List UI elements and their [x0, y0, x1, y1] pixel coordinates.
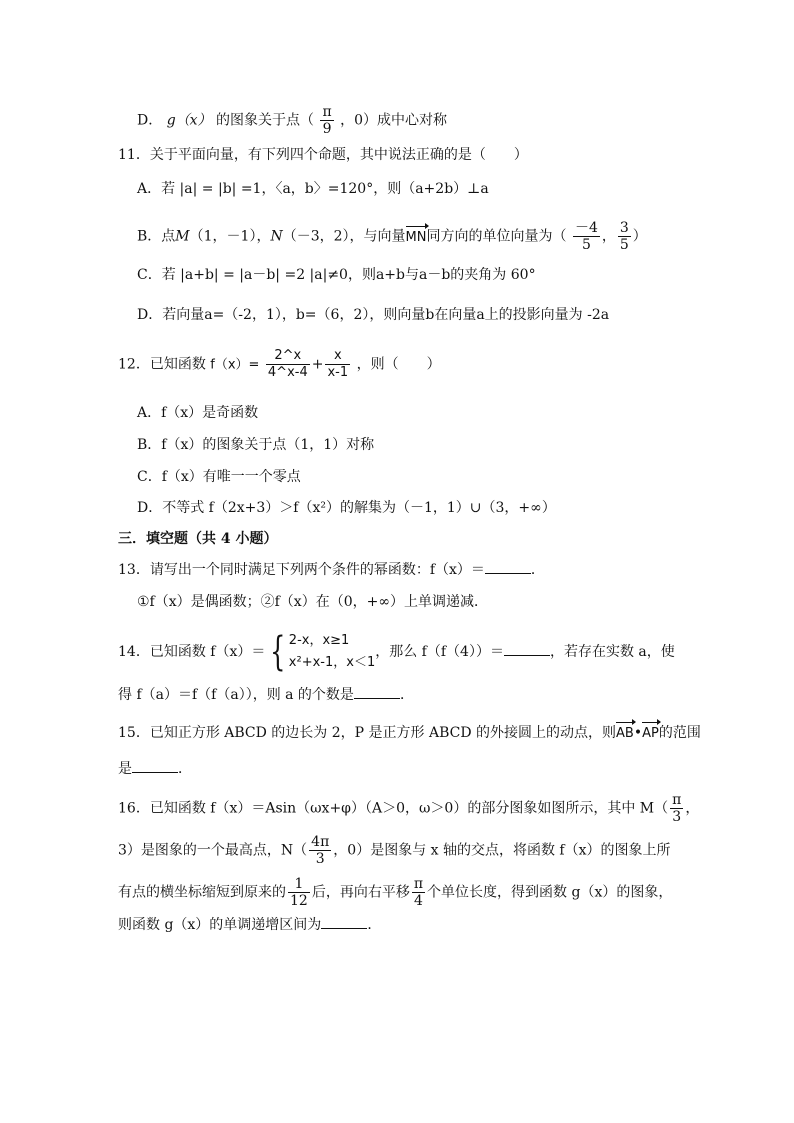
q14-line2: 得 f（a）＝f（f（a）），则 a 的个数是 ．	[118, 687, 414, 703]
q11-option-d: D．若向量a=（-2，1），b=（6，2），则向量b在向量a上的投影向量为 -2a	[137, 307, 610, 323]
q12-option-d: D．不等式 f（2x+3）＞f（x²）的解集为（－1，1）∪（3，+∞）	[137, 500, 556, 516]
section-title: 三．填空题（共 4 小题）	[118, 531, 278, 547]
q16-line4: 则函数 g（x）的单调递增区间为 ．	[118, 917, 382, 933]
text: ，0）成中心对称	[340, 112, 448, 129]
fraction: $\frac{x}{x-1}$	[327, 348, 349, 380]
q14-stem: 14．已知函数 f（x）＝ { 2-x，x≥1 x²+x-1，x＜1 ，那么 f（f（4））＝ ，若存在实数 a，使	[118, 629, 675, 675]
function-name: g（x）	[166, 112, 212, 129]
brace: {	[270, 629, 286, 675]
option-label: D．	[137, 112, 163, 129]
answer-blank[interactable]	[485, 561, 531, 574]
q15-line2: 是 ．	[118, 761, 192, 777]
fraction: $\frac{\pi}{4}$	[413, 876, 424, 909]
q15-stem: 15．已知正方形 ABCD 的边长为 2，P 是正方形 ABCD 的外接圆上的动点，则AB•AP的范围	[118, 725, 701, 741]
fraction: $\frac{2\^{}x}{4\^{}x-4}$	[267, 348, 308, 380]
answer-blank[interactable]	[321, 916, 367, 929]
text: 的图象关于点（	[216, 112, 314, 129]
q16-line2: 3）是图象的一个最高点，N（ $\frac{4\pi}{3}$ ，0）是图象与 x 轴的交点，将函数 f（x）的图象上所	[118, 834, 671, 867]
point-m: M	[175, 228, 190, 245]
piecewise-cases: 2-x，x≥1 x²+x-1，x＜1	[288, 633, 376, 670]
q11-stem: 11．关于平面向量，有下列四个命题，其中说法正确的是（ ）	[118, 147, 528, 163]
fraction: $\frac{\pi}{3}$	[672, 792, 682, 825]
fraction: $\frac{3}{5}$	[619, 220, 629, 253]
q12-stem: 12．已知函数 f（x）= $\frac{2\^{}x}{4\^{}x-4}$ + $\frac{x}{x-1}$ ，则（ ）	[118, 348, 441, 380]
answer-blank[interactable]	[132, 760, 178, 773]
point-n: N	[270, 228, 283, 245]
q11-option-b: B．点M（1，－1），N（－3，2），与向量MN同方向的单位向量为（ $\frac{-4}{5}$ ， $\frac{3}{5}$ ）	[137, 220, 647, 253]
q12-option-a: A．f（x）是奇函数	[137, 405, 259, 421]
vector-ap: AP	[642, 726, 659, 741]
function-label: f（x）=	[210, 357, 260, 373]
q13-stem: 13．请写出一个同时满足下列两个条件的幂函数：f（x）＝ ．	[118, 562, 545, 578]
fraction: $\frac{4\pi}{3}$	[311, 834, 330, 867]
fraction: $\frac{-4}{5}$	[574, 220, 598, 253]
vector-mn: MN	[405, 229, 427, 245]
q10-option-d	[137, 104, 447, 137]
q11-option-c: C．若 |a+b| = |a－b| =2 |a|≠0，则a+b与a－b的夹角为 60°	[137, 267, 536, 283]
q16-line3: 有点的横坐标缩短到原来的 $\frac{1}{12}$ 后，再向右平移 $\frac{\pi}{4}$ 个单位长度，得到函数 g（x）的图象，	[118, 876, 673, 909]
q13-conditions: ①f（x）是偶函数；②f（x）在（0，+∞）上单调递减．	[137, 594, 489, 610]
fraction: $\frac{\pi}{9}$	[322, 104, 332, 137]
q16-line1: 16．已知函数 f（x）＝Asin（ωx+φ）（A＞0，ω＞0）的部分图象如图所示，其中 M（ $\frac{\pi}{3}$ ，	[118, 792, 700, 825]
answer-blank[interactable]	[354, 686, 400, 699]
vector-ab: AB	[616, 726, 634, 741]
q12-option-c: C．f（x）有唯一一个零点	[137, 469, 301, 485]
fraction: $\frac{1}{12}$	[290, 876, 308, 909]
q12-option-b: B．f（x）的图象关于点（1，1）对称	[137, 437, 375, 453]
answer-blank[interactable]	[504, 643, 550, 656]
q11-option-a: A．若 |a| = |b| =1，〈a，b〉=120°，则（a+2b）⊥a	[137, 181, 489, 197]
